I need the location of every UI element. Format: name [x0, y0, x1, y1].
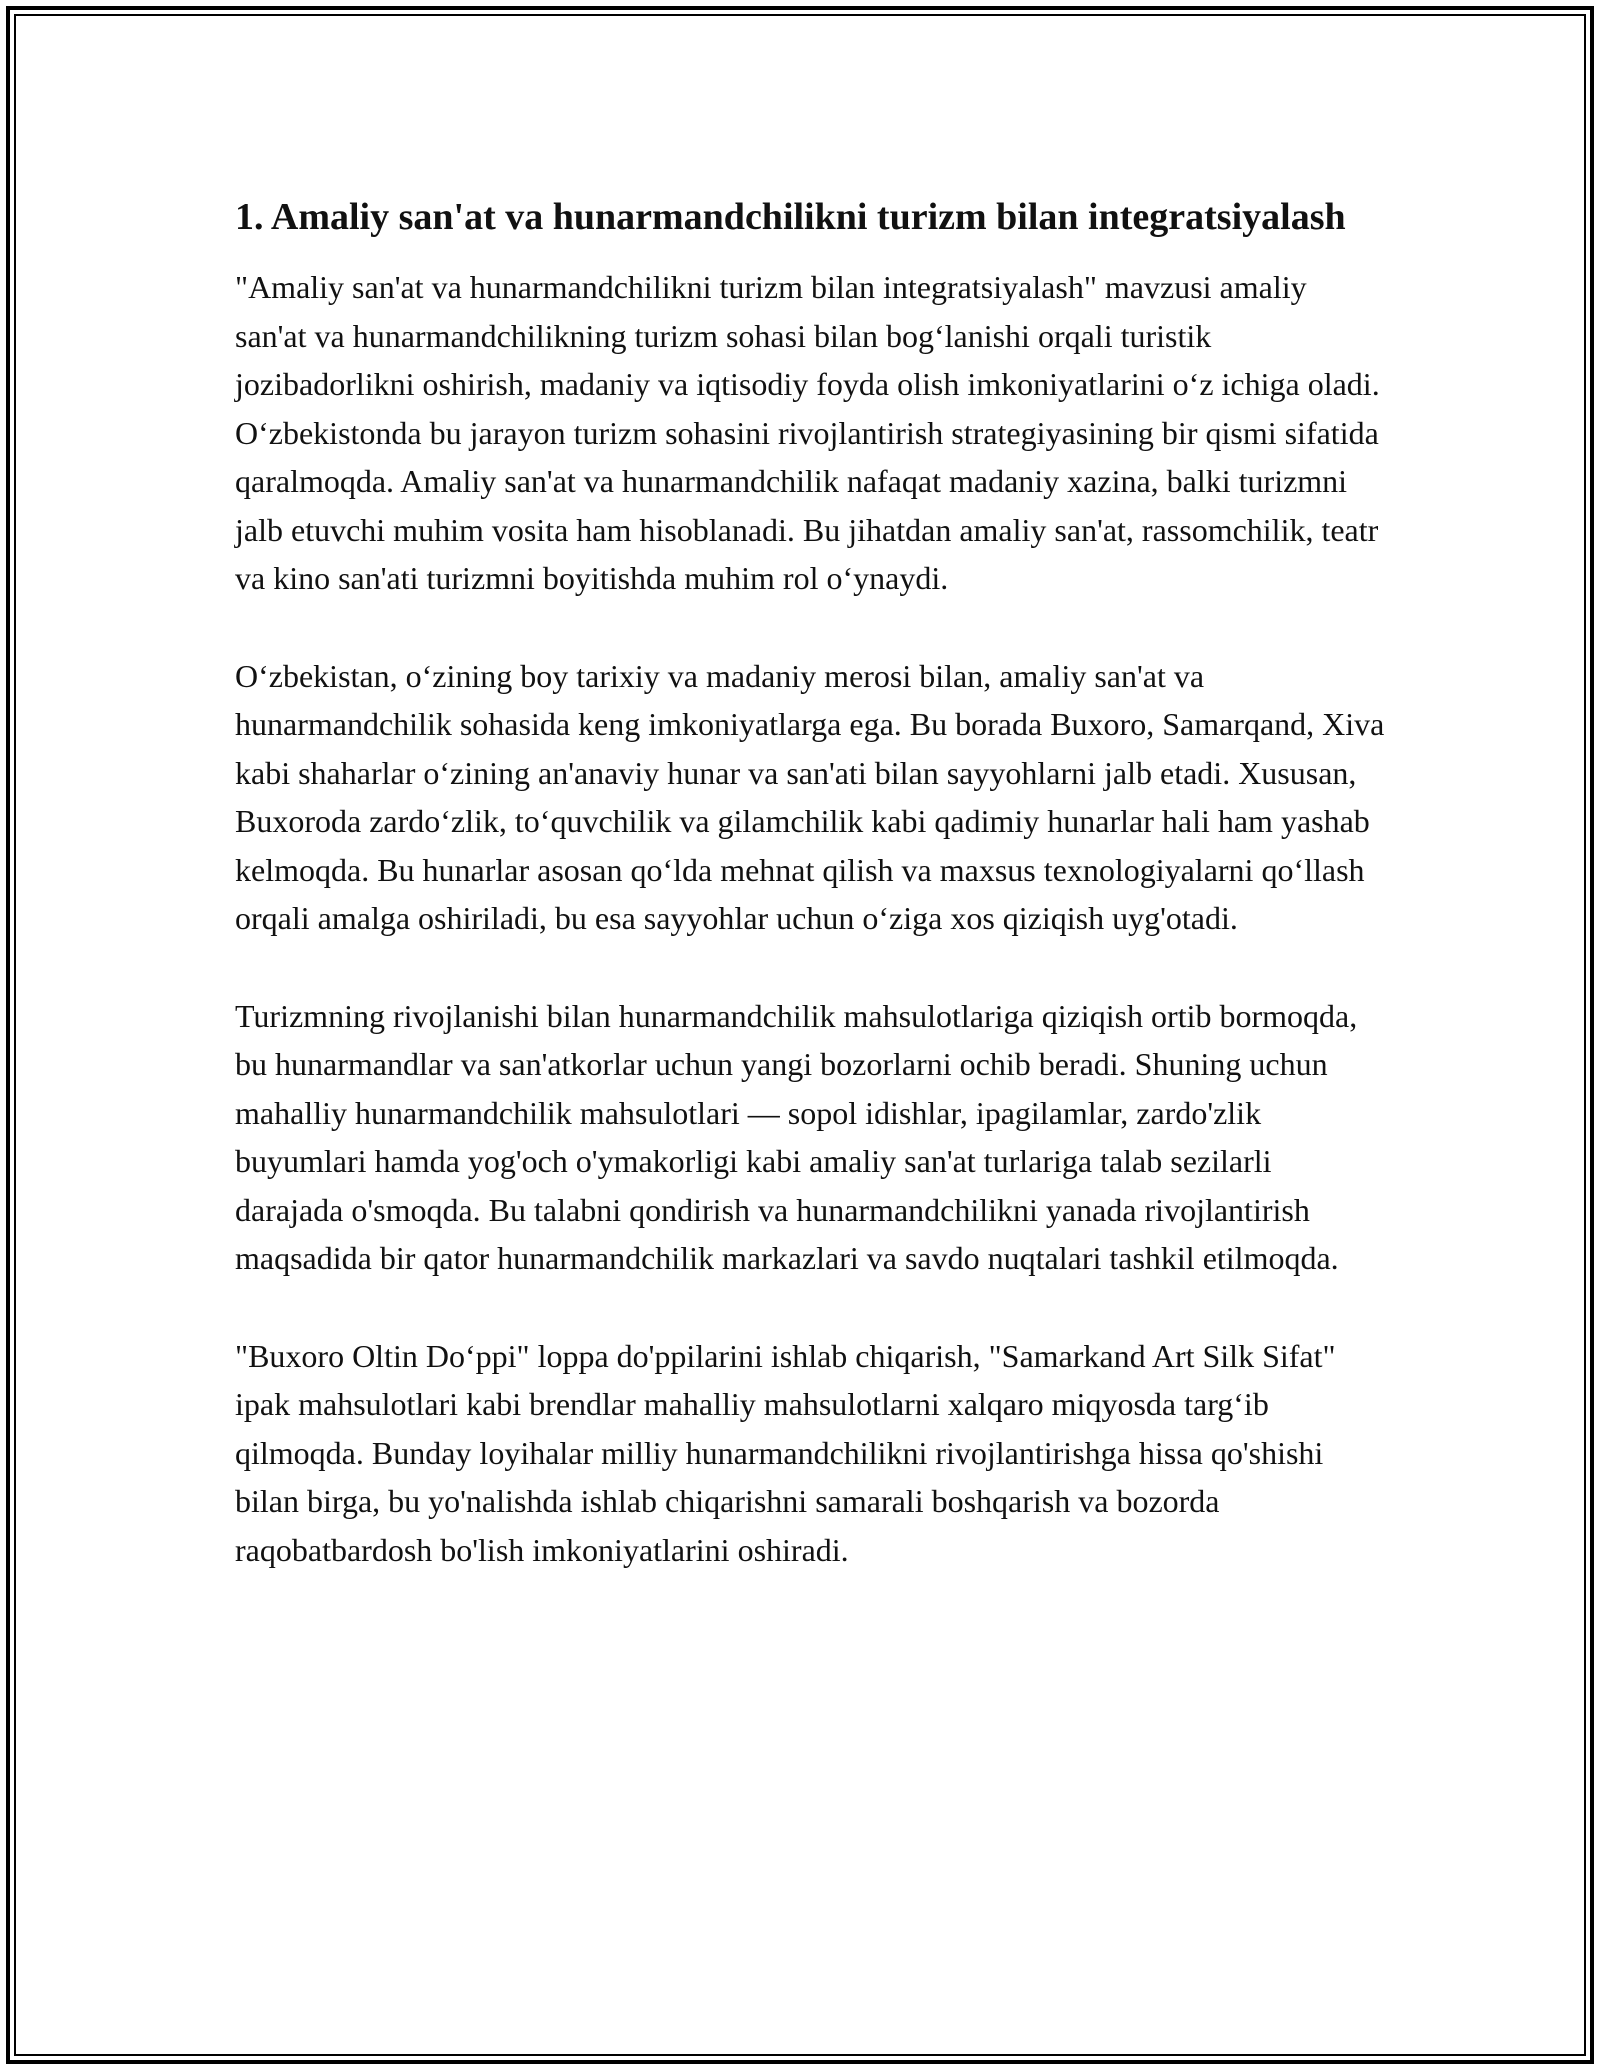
paragraph-2: Oʻzbekistan, oʻzining boy tarixiy va madaniy merosi bilan, amaliy san'at va hunarmandchilik sohasida keng imkoniyatlarga ega. Bu borada Buxoro, Samarqand, Xiva kabi shaharlar oʻzining an'anaviy hunar va san'ati bilan sayyohlarni jalb etadi. Xususan, Buxoroda zardoʻzlik, toʻquvchilik va gilamchilik kabi qadimiy hunarlar hali ham yashab kelmoqda. Bu hunarlar asosan qoʻlda mehnat qilish va maxsus texnologiyalarni qoʻllash orqali amalga oshiriladi, bu esa sayyohlar uchun oʻziga xos qiziqish uyg'otadi. [235, 657, 1385, 936]
document-body [235, 190, 1385, 1574]
paragraph-1: "Amaliy san'at va hunarmandchilikni turizm bilan integratsiyalash" mavzusi amaliy san'at va hunarmandchilikning turizm sohasi bilan bogʻlanishi orqali turistik jozibadorlikni oshirish, madaniy va iqtisodiy foyda olish imkoniyatlarini oʻz ichiga oladi. Oʻzbekistonda bu jarayon turizm sohasini rivojlantirish strategiyasining bir qismi sifatida qaralmoqda. Amaliy san'at va hunarmandchilik nafaqat madaniy xazina, balki turizmni jalb etuvchi muhim vosita ham hisoblanadi. Bu jihatdan amaliy san'at, rassomchilik, teatr va kino san'ati turizmni boyitishda muhim rol oʻynaydi. [235, 269, 1380, 596]
section-heading: 1. Amaliy san'at va hunarmandchilikni turizm bilan integratsiyalash [235, 196, 1346, 238]
paragraph-4: "Buxoro Oltin Doʻppi" loppa do'ppilarini ishlab chiqarish, "Samarkand Art Silk Sifat" ipak mahsulotlari kabi brendlar mahalliy mahsulotlarni xalqaro miqyosda targʻib qilmoqda. Bunday loyihalar milliy hunarmandchilikni rivojlantirishga hissa qo'shishi bilan birga, bu yo'nalishda ishlab chiqarishni samarali boshqarish va bozorda raqobatbardosh bo'lish imkoniyatlarini oshiradi. [235, 1337, 1336, 1568]
paragraph-3: Turizmning rivojlanishi bilan hunarmandchilik mahsulotlariga qiziqish ortib bormoqda, bu hunarmandlar va san'atkorlar uchun yangi bozorlarni ochib beradi. Shuning uchun mahalliy hunarmandchilik mahsulotlari — sopol idishlar, ipagilamlar, zardo'zlik buyumlari hamda yog'och o'ymakorligi kabi amaliy san'at turlariga talab sezilarli darajada o'smoqda. Bu talabni qondirish va hunarmandchilikni yanada rivojlantirish maqsadida bir qator hunarmandchilik markazlari va savdo nuqtalari tashkil etilmoqda. [235, 997, 1358, 1276]
